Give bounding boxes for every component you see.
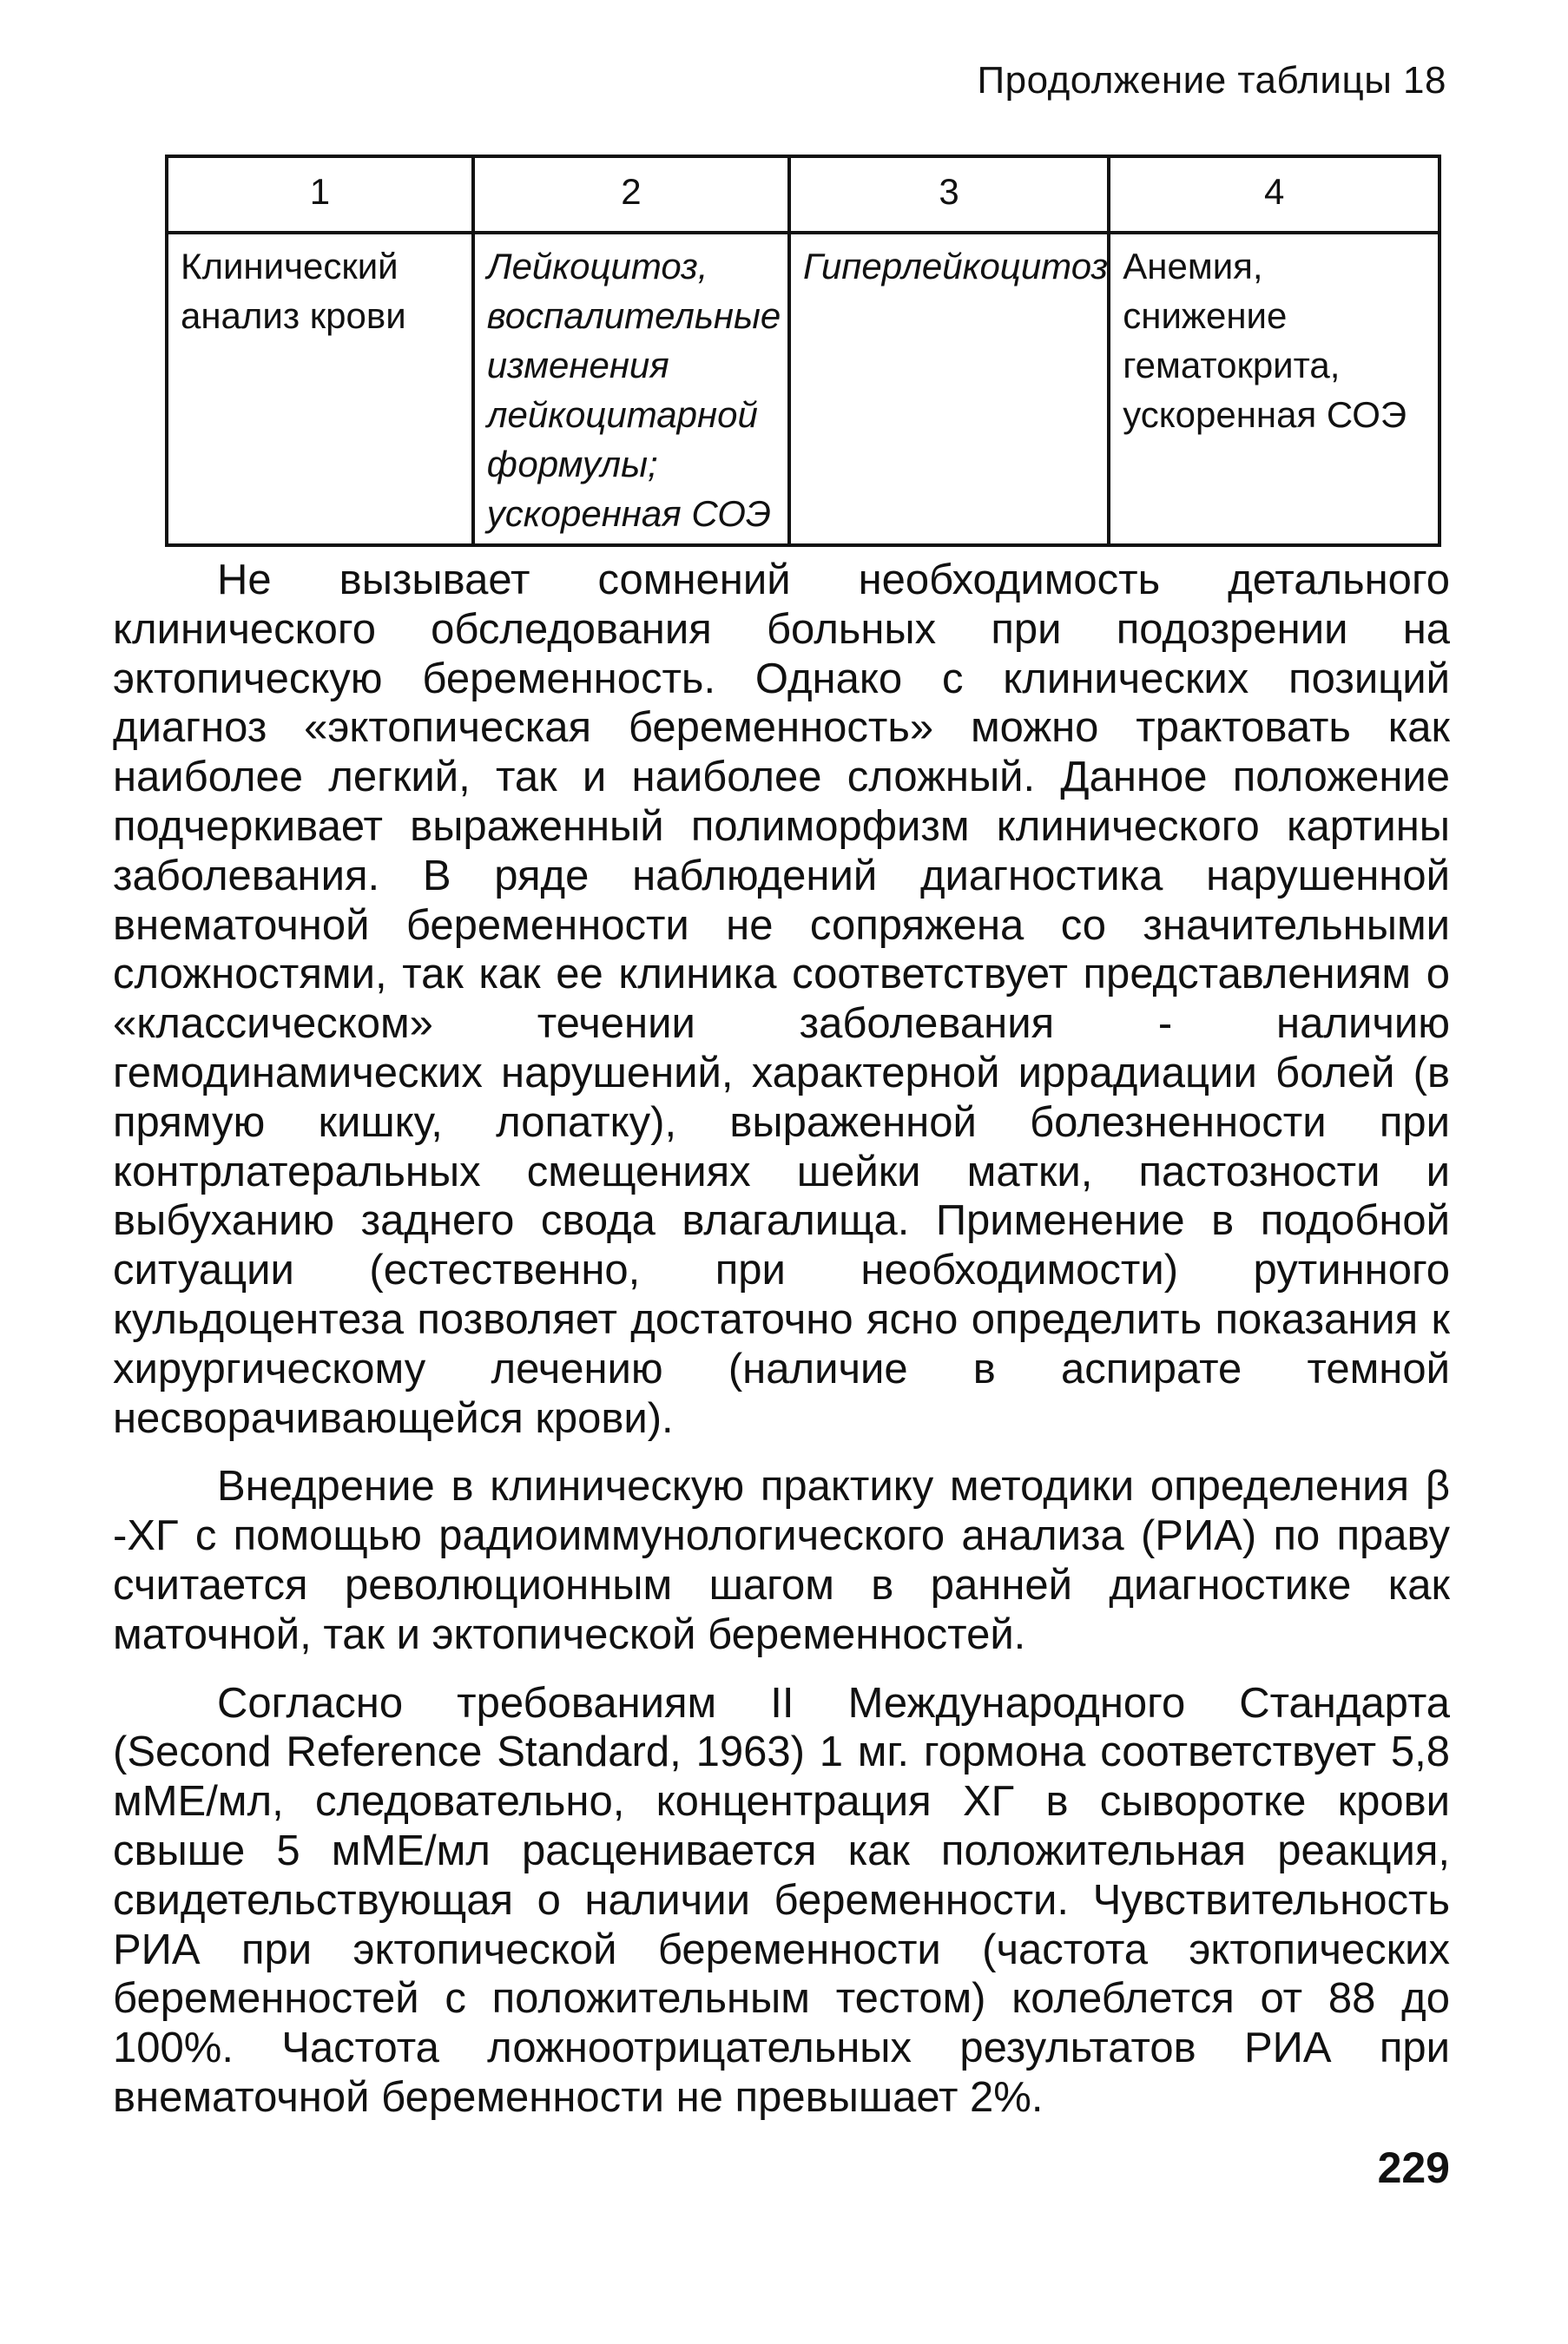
table-cell-col2: Лейкоцитоз, воспалительные изменения лейкоцитарной формулы; ускоренная СОЭ bbox=[473, 233, 789, 545]
table-header-cell-4: 4 bbox=[1109, 156, 1440, 233]
table-header-cell-3: 3 bbox=[789, 156, 1109, 233]
table-header-cell-1: 1 bbox=[167, 156, 473, 233]
table-header-cell-2: 2 bbox=[473, 156, 789, 233]
table-cell-method: Клинический анализ крови bbox=[167, 233, 473, 545]
page-number: 229 bbox=[1377, 2143, 1450, 2192]
running-head: Продолжение таблицы 18 bbox=[977, 59, 1446, 102]
paragraph-3: Согласно требованиям II Международного Стандарта (Second Reference Standard, 1963) 1 мг. гормона соответствует 5,8 мМЕ/мл, следовательно, концентрация ХГ в сыворотке крови свыше 5 мМЕ/мл расценивается как положительная реакция, свидетельствующая о наличии беременности. Чувствительность РИА при эктопической беременности (частота эктопических беременностей с положительным тестом) колеблется от 88 до 100%. Частота ложноотрицательных результатов РИА при внематочной беременности не превышает 2%. bbox=[113, 1679, 1450, 2121]
paragraph-1: Не вызывает сомнений необходимость детального клинического обследования больных при подозрении на эктопическую беременность. Однако с клинических позиций диагноз «эктопическая беременность» можно трактовать как наиболее легкий, так и наиболее сложный. Данное положение подчеркивает выраженный полиморфизм клинического картины заболевания. В ряде наблюдений диагностика нарушенной внематочной беременности не сопряжена со значительными сложностями, так как ее клиника соответствует представлениям о «классическом» течении заболевания - наличию гемодинамических нарушений, характерной иррадиации болей (в прямую кишку, лопатку), выраженной болезненности при контрлатеральных смещениях шейки матки, пастозности и выбуханию заднего свода влагалища. Применение в подобной ситуации (естественно, при необходимости) рутинного кульдоцентеза позволяет достаточно ясно определить показания к хирургическому лечению (наличие в аспирате темной несворачивающейся крови). bbox=[113, 556, 1450, 1442]
table-row bbox=[167, 233, 1440, 545]
table-header-row bbox=[167, 156, 1440, 233]
clinical-table bbox=[165, 155, 1441, 547]
table-cell-col3: Гиперлейкоцитоз bbox=[789, 233, 1109, 545]
body-text bbox=[113, 556, 1450, 2142]
paragraph-2: Внедрение в клиническую практику методики определения β -ХГ с помощью радиоиммунологического анализа (РИА) по праву считается революционным шагом в ранней диагностике как маточной, так и эктопической беременностей. bbox=[113, 1463, 1450, 1658]
table-cell-col4: Анемия, снижение гематокрита, ускоренная СОЭ bbox=[1109, 233, 1440, 545]
